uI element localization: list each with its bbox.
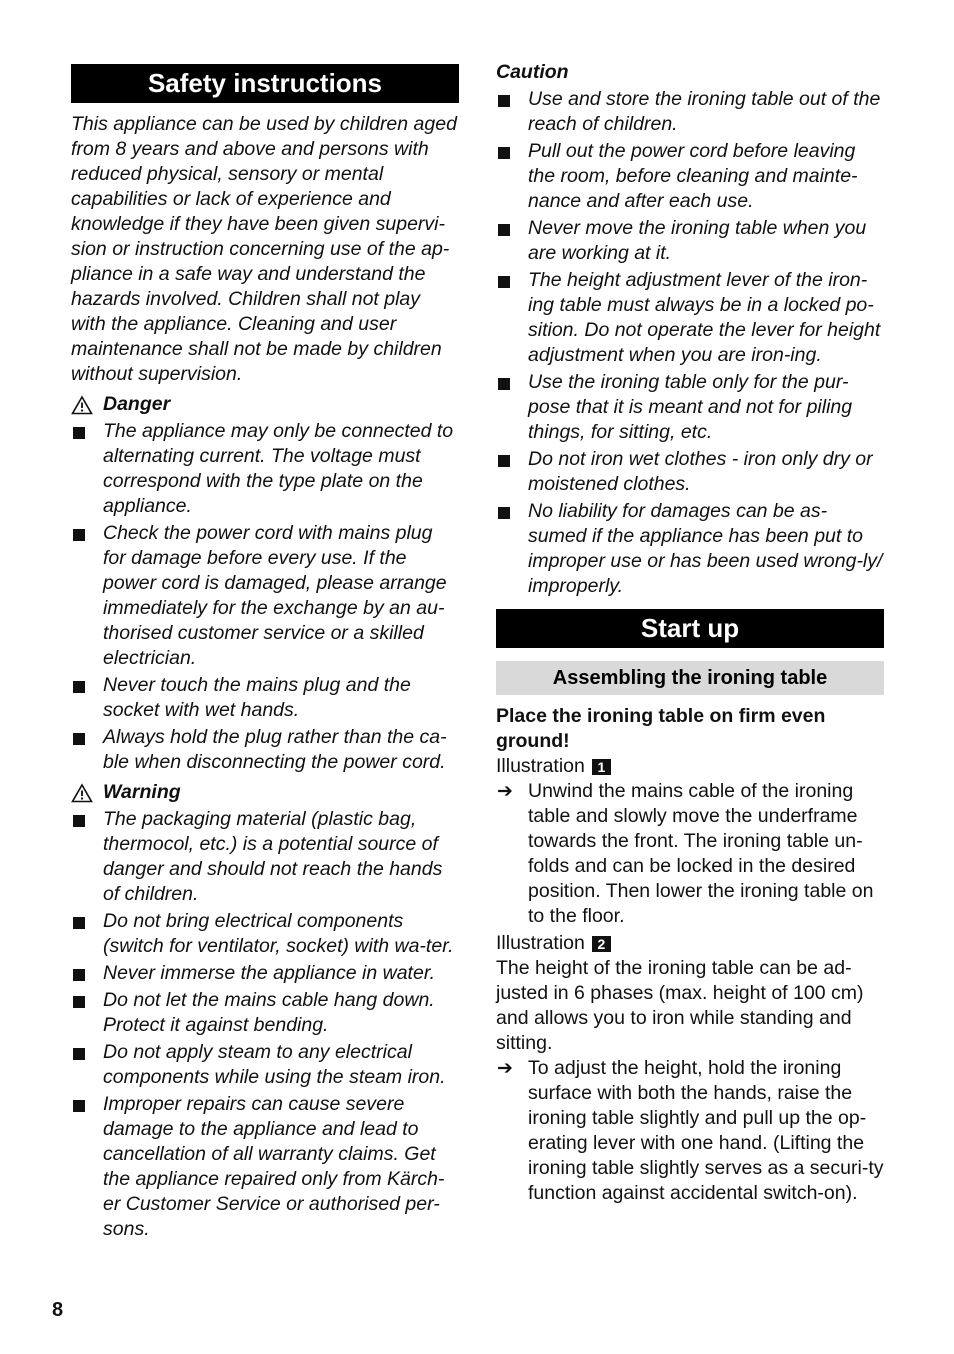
square-bullet-icon (498, 147, 510, 159)
square-bullet-icon (73, 733, 85, 745)
list-item: Check the power cord with mains plug for damage before every use. If the power cord is damaged, please arrange immediately for the exchange by an au-thorised customer service or a skilled electrician. (71, 521, 459, 671)
section-title-start-up: Start up (496, 609, 884, 648)
illustration-label: Illustration (496, 755, 585, 777)
square-bullet-icon (73, 996, 85, 1008)
square-bullet-icon (73, 1100, 85, 1112)
square-bullet-icon (73, 969, 85, 981)
list-item: Do not bring electrical components (switch for ventilator, socket) with wa-ter. (71, 909, 459, 959)
illustration-number-badge: 2 (592, 936, 611, 952)
warning-heading (71, 780, 459, 805)
step-1: ➔ Unwind the mains cable of the ironing table and slowly move the underframe towards the front. The ironing table un-folds and can be locked in the desired position. Then lower the ironing table on to the floor. (497, 780, 874, 927)
section-title-safety: Safety instructions (71, 64, 459, 103)
list-item: Always hold the plug rather than the ca-ble when disconnecting the power cord. (71, 725, 459, 775)
illustration-ref-2 (496, 931, 884, 956)
list-item: The height adjustment lever of the iron-ing table must always be in a locked po-sition. Do not operate the lever for height adjustment when you are iron-ing. (496, 268, 884, 368)
caution-heading (496, 60, 884, 85)
caution-label: Caution (496, 61, 569, 83)
warning-label: Warning (103, 781, 181, 803)
danger-list (71, 419, 459, 775)
square-bullet-icon (498, 455, 510, 467)
list-item: No liability for damages can be as-sumed if the appliance has been put to improper use or has been used wrong-ly/ improperly. (496, 499, 884, 599)
list-item: Do not let the mains cable hang down. Protect it against bending. (71, 988, 459, 1038)
danger-label: Danger (103, 393, 171, 415)
warning-triangle-icon (71, 395, 93, 415)
intro-paragraph: This appliance can be used by children aged from 8 years and above and persons with reduced physical, sensory or mental capabilities or lack of experience and knowledge if they have been given supervi-sion or instruction concerning use of the ap-pliance in a safe way and understand the hazards involved. Children shall not play with the appliance. Cleaning and user maintenance shall not be made by children without supervision. (71, 113, 457, 385)
list-item: Do not iron wet clothes - iron only dry or moistened clothes. (496, 447, 884, 497)
page-number: 8 (52, 1299, 64, 1321)
illustration-ref-1 (496, 754, 884, 779)
square-bullet-icon (73, 529, 85, 541)
square-bullet-icon (73, 815, 85, 827)
square-bullet-icon (73, 917, 85, 929)
square-bullet-icon (498, 95, 510, 107)
height-paragraph: The height of the ironing table can be ad-justed in 6 phases (max. height of 100 cm) and allows you to iron while standing and sitting. (496, 957, 864, 1054)
illustration-number-badge: 1 (592, 759, 611, 775)
list-item: Never move the ironing table when you are working at it. (496, 216, 884, 266)
illustration-label: Illustration (496, 932, 585, 954)
square-bullet-icon (498, 276, 510, 288)
square-bullet-icon (498, 507, 510, 519)
square-bullet-icon (73, 681, 85, 693)
list-item: Never immerse the appliance in water. (71, 961, 459, 986)
list-item: Never touch the mains plug and the socket with wet hands. (71, 673, 459, 723)
warning-triangle-icon (71, 783, 93, 803)
right-column (496, 60, 884, 1206)
square-bullet-icon (73, 1048, 85, 1060)
square-bullet-icon (498, 224, 510, 236)
arrow-right-icon: ➔ (497, 781, 513, 802)
list-item: The appliance may only be connected to alternating current. The voltage must correspond with the type plate on the appliance. (71, 419, 459, 519)
list-item: Do not apply steam to any electrical components while using the steam iron. (71, 1040, 459, 1090)
danger-heading (71, 392, 459, 417)
left-column (71, 60, 459, 1242)
list-item: The packaging material (plastic bag, thermocol, etc.) is a potential source of danger and should not reach the hands of children. (71, 807, 459, 907)
list-item: Use and store the ironing table out of the reach of children. (496, 87, 884, 137)
list-item: Improper repairs can cause severe damage to the appliance and lead to cancellation of all warranty claims. Get the appliance repaired only from Kärch-er Customer Service or authorised per-sons. (71, 1092, 459, 1242)
subsection-title-assembling: Assembling the ironing table (496, 661, 884, 695)
list-item: Use the ironing table only for the pur-pose that it is meant and not for piling things, for sitting, etc. (496, 370, 884, 445)
warning-list (71, 807, 459, 1242)
step-2: ➔ To adjust the height, hold the ironing surface with both the hands, raise the ironing table slightly and pull up the op-erating lever with one hand. (Lifting the ironing table slightly serves as a securi-ty function against accidental switch-on). (497, 1057, 884, 1204)
caution-list (496, 87, 884, 599)
arrow-right-icon: ➔ (497, 1058, 513, 1079)
list-item: Pull out the power cord before leaving the room, before cleaning and mainte-nance and after each use. (496, 139, 884, 214)
bold-note: Place the ironing table on firm even ground! (496, 705, 826, 752)
square-bullet-icon (73, 427, 85, 439)
square-bullet-icon (498, 378, 510, 390)
